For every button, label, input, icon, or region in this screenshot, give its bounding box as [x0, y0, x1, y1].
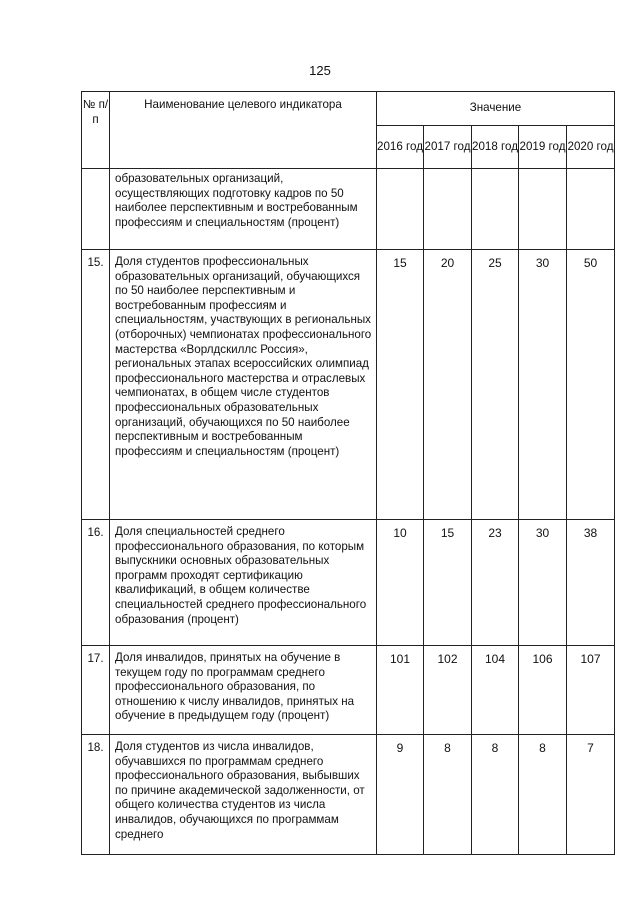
row-value-cell: 9 [377, 735, 424, 855]
header-row [82, 92, 615, 126]
row-value-cell: 25 [472, 250, 519, 520]
header-year-2019: 2019 год [519, 125, 567, 168]
row-value-cell: 107 [567, 646, 615, 735]
row-value-cell: 23 [472, 520, 519, 646]
row-value-cell: 10 [377, 520, 424, 646]
row-num-cell: 15. [82, 250, 110, 520]
row-value-cell: 7 [567, 735, 615, 855]
header-year-2020: 2020 год [567, 125, 615, 168]
row-value-cell: 30 [519, 250, 567, 520]
row-value-cell: 102 [424, 646, 472, 735]
table-row [82, 250, 615, 520]
indicator-table [81, 91, 615, 855]
row-value-cell [377, 169, 424, 250]
row-num-cell: 17. [82, 646, 110, 735]
header-name-cell: Наименование целевого индикатора [110, 92, 377, 169]
row-name-cell: Доля студентов профессиональных образовательных организаций, обучающихся по 50 наиболее перспективным и востребованным профессиям и специальностям, участвующих в региональных (отборочных) чемпионатах профессионального мастерства «Ворлдскиллс Россия», региональных этапах всероссийских олимпиад профессионального мастерства и отраслевых чемпионатах, в общем числе студентов профессиональных образовательных организаций, обучающихся по 50 наиболее перспективным и востребованным профессиям и специальностям (процент) [110, 250, 377, 520]
header-year-2016: 2016 год [377, 125, 424, 168]
row-num-cell: 18. [82, 735, 110, 855]
row-value-cell: 104 [472, 646, 519, 735]
row-value-cell: 8 [424, 735, 472, 855]
row-name-cell: Доля специальностей среднего профессионального образования, по которым выпускники основных образовательных программ проходят сертификацию квалификаций, в общем количестве специальностей среднего профессионального образования (процент) [110, 520, 377, 646]
row-num-cell: 16. [82, 520, 110, 646]
header-year-2017: 2017 год [424, 125, 472, 168]
row-name-cell: Доля студентов из числа инвалидов, обучавшихся по программам среднего профессионального образования, выбывших по причине академической задолженности, от общего количества студентов из числа инвалидов, обучающихся по программам среднего [110, 735, 377, 855]
row-value-cell: 50 [567, 250, 615, 520]
row-name-cell: Доля инвалидов, принятых на обучение в текущем году по программам среднего профессионального образования, по отношению к числу инвалидов, принятых на обучение в предыдущем году (процент) [110, 646, 377, 735]
row-value-cell: 101 [377, 646, 424, 735]
table-row [82, 169, 615, 250]
row-value-cell: 30 [519, 520, 567, 646]
table-row [82, 646, 615, 735]
row-value-cell: 8 [472, 735, 519, 855]
header-num-cell: № п/п [82, 92, 110, 169]
page-number: 125 [309, 63, 331, 78]
table-row [82, 520, 615, 646]
header-value-cell: Значение [377, 92, 615, 126]
row-value-cell: 15 [424, 520, 472, 646]
row-value-cell: 106 [519, 646, 567, 735]
row-value-cell [567, 169, 615, 250]
row-value-cell [519, 169, 567, 250]
row-value-cell: 15 [377, 250, 424, 520]
row-value-cell [472, 169, 519, 250]
row-num-cell [82, 169, 110, 250]
header-year-2018: 2018 год [472, 125, 519, 168]
row-value-cell: 38 [567, 520, 615, 646]
table-row [82, 735, 615, 855]
row-name-cell: образовательных организаций, осуществляющих подготовку кадров по 50 наиболее перспективным и востребованным профессиям и специальностям (процент) [110, 169, 377, 250]
row-value-cell [424, 169, 472, 250]
row-value-cell: 8 [519, 735, 567, 855]
row-value-cell: 20 [424, 250, 472, 520]
